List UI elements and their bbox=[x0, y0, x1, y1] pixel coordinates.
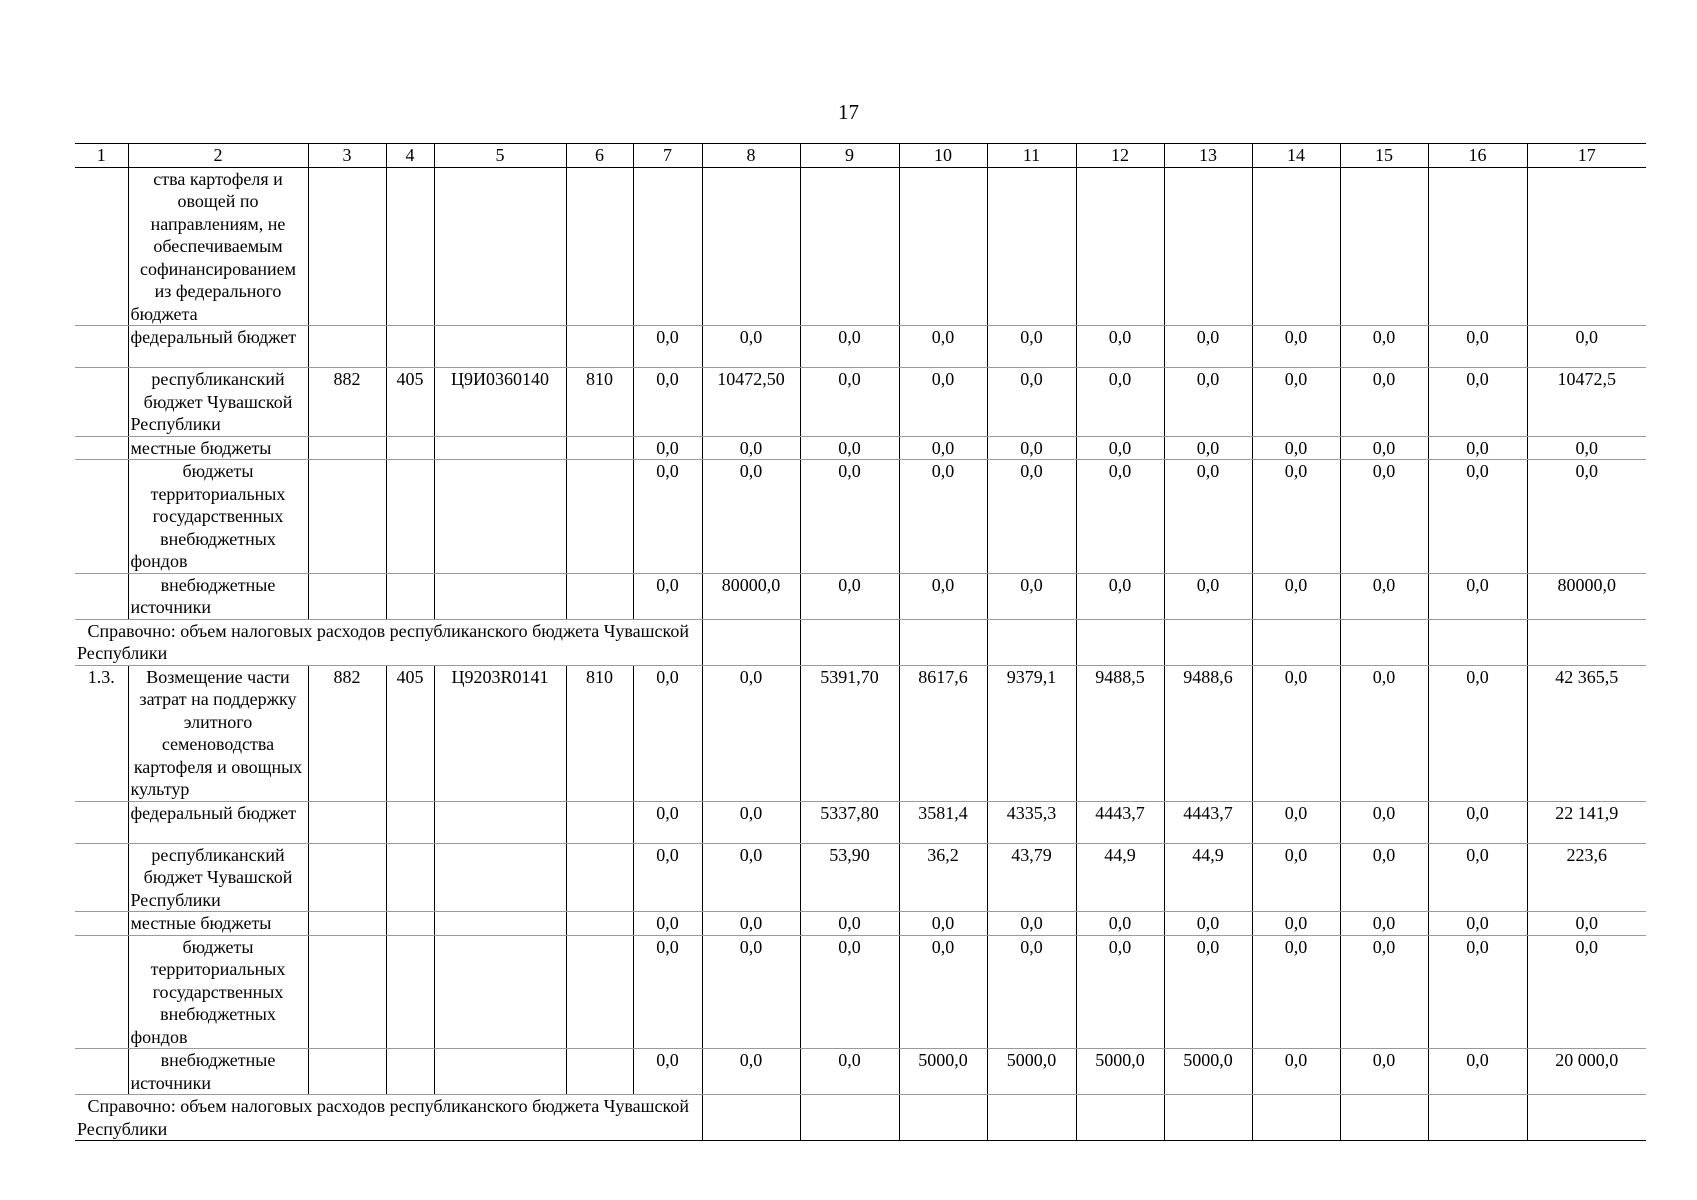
column-header: 2 bbox=[128, 144, 308, 168]
value-cell bbox=[1164, 167, 1252, 326]
code-cell bbox=[434, 1049, 566, 1095]
value-cell bbox=[434, 167, 566, 326]
value-cell bbox=[1428, 1095, 1527, 1141]
value-cell bbox=[1252, 167, 1340, 326]
column-header: 10 bbox=[899, 144, 987, 168]
value-cell: 0,0 bbox=[1252, 935, 1340, 1049]
code-cell bbox=[434, 573, 566, 619]
value-cell: 8617,6 bbox=[899, 665, 987, 801]
item-name: местные бюджеты bbox=[128, 912, 308, 936]
value-cell: 53,90 bbox=[800, 843, 899, 912]
value-cell: 0,0 bbox=[633, 801, 702, 843]
value-cell bbox=[702, 1095, 800, 1141]
value-cell: 0,0 bbox=[1527, 935, 1646, 1049]
value-cell bbox=[1076, 1095, 1164, 1141]
value-cell: 0,0 bbox=[899, 573, 987, 619]
value-cell: 0,0 bbox=[1076, 368, 1164, 437]
value-cell bbox=[633, 167, 702, 326]
code-cell bbox=[566, 326, 633, 368]
code-cell bbox=[566, 436, 633, 460]
value-cell: 0,0 bbox=[987, 573, 1076, 619]
table-row bbox=[75, 573, 1646, 619]
code-cell: 882 bbox=[308, 665, 386, 801]
value-cell: 0,0 bbox=[702, 436, 800, 460]
value-cell: 0,0 bbox=[899, 935, 987, 1049]
value-cell: 0,0 bbox=[1252, 843, 1340, 912]
code-cell: 405 bbox=[386, 368, 434, 437]
reference-row bbox=[75, 619, 1646, 665]
value-cell: 0,0 bbox=[1252, 436, 1340, 460]
column-header: 14 bbox=[1252, 144, 1340, 168]
code-cell bbox=[434, 436, 566, 460]
code-cell bbox=[566, 912, 633, 936]
column-header: 13 bbox=[1164, 144, 1252, 168]
code-cell bbox=[308, 843, 386, 912]
value-cell: 0,0 bbox=[1076, 460, 1164, 574]
item-name: внебюджетные источники bbox=[128, 573, 308, 619]
item-name: бюджеты территориальных государственных внебюджетных фондов bbox=[128, 460, 308, 574]
code-cell bbox=[386, 801, 434, 843]
value-cell bbox=[899, 1095, 987, 1141]
value-cell bbox=[702, 167, 800, 326]
table-row bbox=[75, 935, 1646, 1049]
value-cell: 0,0 bbox=[633, 665, 702, 801]
value-cell: 80000,0 bbox=[1527, 573, 1646, 619]
number-cell bbox=[75, 573, 128, 619]
value-cell: 0,0 bbox=[1340, 665, 1428, 801]
number-cell bbox=[75, 843, 128, 912]
column-header: 8 bbox=[702, 144, 800, 168]
table-row bbox=[75, 460, 1646, 574]
column-header: 15 bbox=[1340, 144, 1428, 168]
number-cell bbox=[75, 436, 128, 460]
value-cell bbox=[1076, 619, 1164, 665]
code-cell bbox=[566, 801, 633, 843]
table-row bbox=[75, 665, 1646, 801]
item-name: ства картофеля и овощей по направлениям, не обеспечиваемым софинансированием из федерального бюджета bbox=[128, 167, 308, 326]
value-cell: 9488,5 bbox=[1076, 665, 1164, 801]
value-cell: 0,0 bbox=[1252, 460, 1340, 574]
value-cell: 0,0 bbox=[1340, 843, 1428, 912]
value-cell: 4443,7 bbox=[1076, 801, 1164, 843]
value-cell: 0,0 bbox=[1428, 368, 1527, 437]
item-name: внебюджетные источники bbox=[128, 1049, 308, 1095]
value-cell: 0,0 bbox=[1428, 326, 1527, 368]
value-cell: 0,0 bbox=[702, 912, 800, 936]
value-cell: 0,0 bbox=[633, 436, 702, 460]
value-cell: 0,0 bbox=[1340, 935, 1428, 1049]
value-cell bbox=[899, 619, 987, 665]
value-cell: 0,0 bbox=[987, 460, 1076, 574]
value-cell: 5000,0 bbox=[899, 1049, 987, 1095]
code-cell bbox=[308, 573, 386, 619]
code-cell bbox=[308, 326, 386, 368]
value-cell: 0,0 bbox=[1076, 912, 1164, 936]
value-cell: 0,0 bbox=[1252, 326, 1340, 368]
value-cell bbox=[1527, 1095, 1646, 1141]
value-cell: 0,0 bbox=[1527, 436, 1646, 460]
code-cell bbox=[434, 801, 566, 843]
column-header: 12 bbox=[1076, 144, 1164, 168]
value-cell: 0,0 bbox=[1252, 912, 1340, 936]
number-cell bbox=[75, 167, 128, 326]
value-cell bbox=[702, 619, 800, 665]
value-cell: 0,0 bbox=[1252, 368, 1340, 437]
value-cell: 0,0 bbox=[1527, 326, 1646, 368]
value-cell: 80000,0 bbox=[702, 573, 800, 619]
value-cell: 0,0 bbox=[1428, 1049, 1527, 1095]
value-cell: 0,0 bbox=[702, 665, 800, 801]
code-cell bbox=[386, 843, 434, 912]
value-cell: 0,0 bbox=[1252, 801, 1340, 843]
number-cell bbox=[75, 460, 128, 574]
value-cell: 0,0 bbox=[1076, 935, 1164, 1049]
value-cell: 0,0 bbox=[702, 1049, 800, 1095]
code-cell bbox=[566, 935, 633, 1049]
column-header: 9 bbox=[800, 144, 899, 168]
value-cell: 0,0 bbox=[899, 436, 987, 460]
value-cell: 0,0 bbox=[899, 912, 987, 936]
value-cell: 0,0 bbox=[633, 368, 702, 437]
value-cell: 0,0 bbox=[800, 573, 899, 619]
column-header: 17 bbox=[1527, 144, 1646, 168]
value-cell: 0,0 bbox=[633, 573, 702, 619]
code-cell: 405 bbox=[386, 665, 434, 801]
value-cell: 0,0 bbox=[987, 436, 1076, 460]
code-cell bbox=[386, 436, 434, 460]
value-cell: 5337,80 bbox=[800, 801, 899, 843]
value-cell: 0,0 bbox=[1164, 460, 1252, 574]
reference-text: Справочно: объем налоговых расходов республиканского бюджета Чувашской Республики bbox=[75, 619, 702, 665]
table-row bbox=[75, 1049, 1646, 1095]
value-cell bbox=[1164, 619, 1252, 665]
value-cell: 0,0 bbox=[1076, 326, 1164, 368]
column-header: 5 bbox=[434, 144, 566, 168]
column-header: 11 bbox=[987, 144, 1076, 168]
number-cell bbox=[75, 912, 128, 936]
value-cell: 0,0 bbox=[702, 460, 800, 574]
value-cell: 0,0 bbox=[1340, 1049, 1428, 1095]
item-name: местные бюджеты bbox=[128, 436, 308, 460]
value-cell: 223,6 bbox=[1527, 843, 1646, 912]
column-header: 3 bbox=[308, 144, 386, 168]
value-cell: 0,0 bbox=[800, 1049, 899, 1095]
code-cell bbox=[386, 935, 434, 1049]
value-cell: 0,0 bbox=[800, 460, 899, 574]
code-cell bbox=[308, 935, 386, 1049]
value-cell: 0,0 bbox=[1164, 935, 1252, 1049]
code-cell bbox=[434, 460, 566, 574]
item-name: федеральный бюджет bbox=[128, 801, 308, 843]
value-cell: 10472,50 bbox=[702, 368, 800, 437]
table-row bbox=[75, 167, 1646, 326]
value-cell bbox=[899, 167, 987, 326]
code-cell bbox=[308, 912, 386, 936]
value-cell: 22 141,9 bbox=[1527, 801, 1646, 843]
code-cell bbox=[566, 843, 633, 912]
value-cell: 10472,5 bbox=[1527, 368, 1646, 437]
value-cell: 44,9 bbox=[1164, 843, 1252, 912]
code-cell bbox=[308, 460, 386, 574]
code-cell: Ц9203R0141 bbox=[434, 665, 566, 801]
page-number: 17 bbox=[838, 100, 859, 124]
value-cell: 0,0 bbox=[702, 326, 800, 368]
value-cell: 3581,4 bbox=[899, 801, 987, 843]
item-name: республиканский бюджет Чувашской Республики bbox=[128, 368, 308, 437]
value-cell: 0,0 bbox=[1164, 368, 1252, 437]
column-header: 16 bbox=[1428, 144, 1527, 168]
value-cell: 0,0 bbox=[1164, 912, 1252, 936]
value-cell: 5000,0 bbox=[1076, 1049, 1164, 1095]
value-cell: 4335,3 bbox=[987, 801, 1076, 843]
code-cell: 810 bbox=[566, 665, 633, 801]
value-cell: 0,0 bbox=[1164, 573, 1252, 619]
value-cell: 0,0 bbox=[1164, 436, 1252, 460]
value-cell: 5391,70 bbox=[800, 665, 899, 801]
code-cell bbox=[434, 326, 566, 368]
code-cell bbox=[434, 912, 566, 936]
value-cell: 0,0 bbox=[987, 912, 1076, 936]
value-cell: 0,0 bbox=[702, 935, 800, 1049]
code-cell: 882 bbox=[308, 368, 386, 437]
table-row bbox=[75, 368, 1646, 437]
code-cell bbox=[386, 1049, 434, 1095]
value-cell: 0,0 bbox=[987, 368, 1076, 437]
value-cell: 43,79 bbox=[987, 843, 1076, 912]
item-name: республиканский бюджет Чувашской Республики bbox=[128, 843, 308, 912]
value-cell bbox=[987, 1095, 1076, 1141]
value-cell: 36,2 bbox=[899, 843, 987, 912]
value-cell bbox=[566, 167, 633, 326]
value-cell: 0,0 bbox=[702, 843, 800, 912]
code-cell bbox=[566, 1049, 633, 1095]
value-cell: 0,0 bbox=[1340, 573, 1428, 619]
value-cell: 0,0 bbox=[633, 912, 702, 936]
item-name: бюджеты территориальных государственных внебюджетных фондов bbox=[128, 935, 308, 1049]
item-number: 1.3. bbox=[75, 665, 128, 801]
code-cell bbox=[386, 912, 434, 936]
value-cell: 0,0 bbox=[1340, 326, 1428, 368]
column-header: 6 bbox=[566, 144, 633, 168]
table-row bbox=[75, 326, 1646, 368]
value-cell: 0,0 bbox=[800, 368, 899, 437]
value-cell: 0,0 bbox=[633, 1049, 702, 1095]
value-cell: 0,0 bbox=[1527, 460, 1646, 574]
table-row bbox=[75, 801, 1646, 843]
number-cell bbox=[75, 326, 128, 368]
value-cell: 0,0 bbox=[1076, 573, 1164, 619]
value-cell bbox=[1340, 167, 1428, 326]
value-cell: 0,0 bbox=[1164, 326, 1252, 368]
value-cell: 5000,0 bbox=[1164, 1049, 1252, 1095]
value-cell: 0,0 bbox=[1340, 436, 1428, 460]
value-cell bbox=[1428, 167, 1527, 326]
value-cell: 0,0 bbox=[987, 935, 1076, 1049]
reference-text: Справочно: объем налоговых расходов республиканского бюджета Чувашской Республики bbox=[75, 1095, 702, 1141]
value-cell: 0,0 bbox=[1340, 368, 1428, 437]
value-cell: 0,0 bbox=[1252, 573, 1340, 619]
value-cell: 0,0 bbox=[633, 935, 702, 1049]
number-cell bbox=[75, 368, 128, 437]
value-cell: 0,0 bbox=[1428, 912, 1527, 936]
value-cell bbox=[386, 167, 434, 326]
value-cell bbox=[1340, 1095, 1428, 1141]
value-cell bbox=[1527, 619, 1646, 665]
value-cell: 0,0 bbox=[899, 368, 987, 437]
value-cell bbox=[1164, 1095, 1252, 1141]
reference-row bbox=[75, 1095, 1646, 1141]
value-cell: 44,9 bbox=[1076, 843, 1164, 912]
code-cell bbox=[566, 460, 633, 574]
value-cell: 0,0 bbox=[1527, 912, 1646, 936]
item-name: Возмещение части затрат на поддержку элитного семеноводства картофеля и овощных культур bbox=[128, 665, 308, 801]
number-cell bbox=[75, 1049, 128, 1095]
value-cell: 4443,7 bbox=[1164, 801, 1252, 843]
value-cell: 0,0 bbox=[899, 460, 987, 574]
value-cell: 0,0 bbox=[1252, 665, 1340, 801]
value-cell: 0,0 bbox=[1428, 665, 1527, 801]
code-cell bbox=[386, 326, 434, 368]
value-cell: 0,0 bbox=[633, 843, 702, 912]
code-cell bbox=[566, 573, 633, 619]
item-name: федеральный бюджет bbox=[128, 326, 308, 368]
value-cell bbox=[1340, 619, 1428, 665]
value-cell: 0,0 bbox=[1252, 1049, 1340, 1095]
value-cell: 0,0 bbox=[800, 935, 899, 1049]
value-cell bbox=[987, 167, 1076, 326]
code-cell bbox=[308, 1049, 386, 1095]
column-header: 1 bbox=[75, 144, 128, 168]
value-cell: 0,0 bbox=[1076, 436, 1164, 460]
value-cell: 0,0 bbox=[1428, 460, 1527, 574]
value-cell: 0,0 bbox=[702, 801, 800, 843]
value-cell bbox=[1428, 619, 1527, 665]
value-cell bbox=[1076, 167, 1164, 326]
table-row bbox=[75, 436, 1646, 460]
column-header: 7 bbox=[633, 144, 702, 168]
code-cell bbox=[386, 573, 434, 619]
value-cell: 20 000,0 bbox=[1527, 1049, 1646, 1095]
value-cell: 0,0 bbox=[1428, 935, 1527, 1049]
column-header: 4 bbox=[386, 144, 434, 168]
value-cell bbox=[1252, 1095, 1340, 1141]
value-cell bbox=[1527, 167, 1646, 326]
code-cell bbox=[386, 460, 434, 574]
budget-table bbox=[75, 143, 1646, 1141]
value-cell bbox=[308, 167, 386, 326]
value-cell: 0,0 bbox=[800, 326, 899, 368]
value-cell: 5000,0 bbox=[987, 1049, 1076, 1095]
value-cell: 0,0 bbox=[633, 460, 702, 574]
number-cell bbox=[75, 935, 128, 1049]
value-cell: 0,0 bbox=[1340, 460, 1428, 574]
code-cell bbox=[434, 843, 566, 912]
value-cell: 0,0 bbox=[800, 436, 899, 460]
number-cell bbox=[75, 801, 128, 843]
value-cell: 0,0 bbox=[987, 326, 1076, 368]
header-row bbox=[75, 144, 1646, 168]
value-cell: 0,0 bbox=[1340, 912, 1428, 936]
value-cell: 9379,1 bbox=[987, 665, 1076, 801]
table-row bbox=[75, 912, 1646, 936]
value-cell bbox=[1252, 619, 1340, 665]
code-cell bbox=[308, 801, 386, 843]
value-cell bbox=[800, 619, 899, 665]
value-cell: 0,0 bbox=[1340, 801, 1428, 843]
value-cell: 0,0 bbox=[1428, 436, 1527, 460]
code-cell bbox=[308, 436, 386, 460]
value-cell bbox=[987, 619, 1076, 665]
code-cell bbox=[434, 935, 566, 1049]
code-cell: Ц9И0360140 bbox=[434, 368, 566, 437]
value-cell: 0,0 bbox=[800, 912, 899, 936]
value-cell: 0,0 bbox=[633, 326, 702, 368]
code-cell: 810 bbox=[566, 368, 633, 437]
value-cell: 0,0 bbox=[1428, 843, 1527, 912]
value-cell: 0,0 bbox=[899, 326, 987, 368]
value-cell bbox=[800, 1095, 899, 1141]
value-cell: 9488,6 bbox=[1164, 665, 1252, 801]
value-cell: 0,0 bbox=[1428, 573, 1527, 619]
table-row bbox=[75, 843, 1646, 912]
value-cell: 42 365,5 bbox=[1527, 665, 1646, 801]
value-cell: 0,0 bbox=[1428, 801, 1527, 843]
value-cell bbox=[800, 167, 899, 326]
